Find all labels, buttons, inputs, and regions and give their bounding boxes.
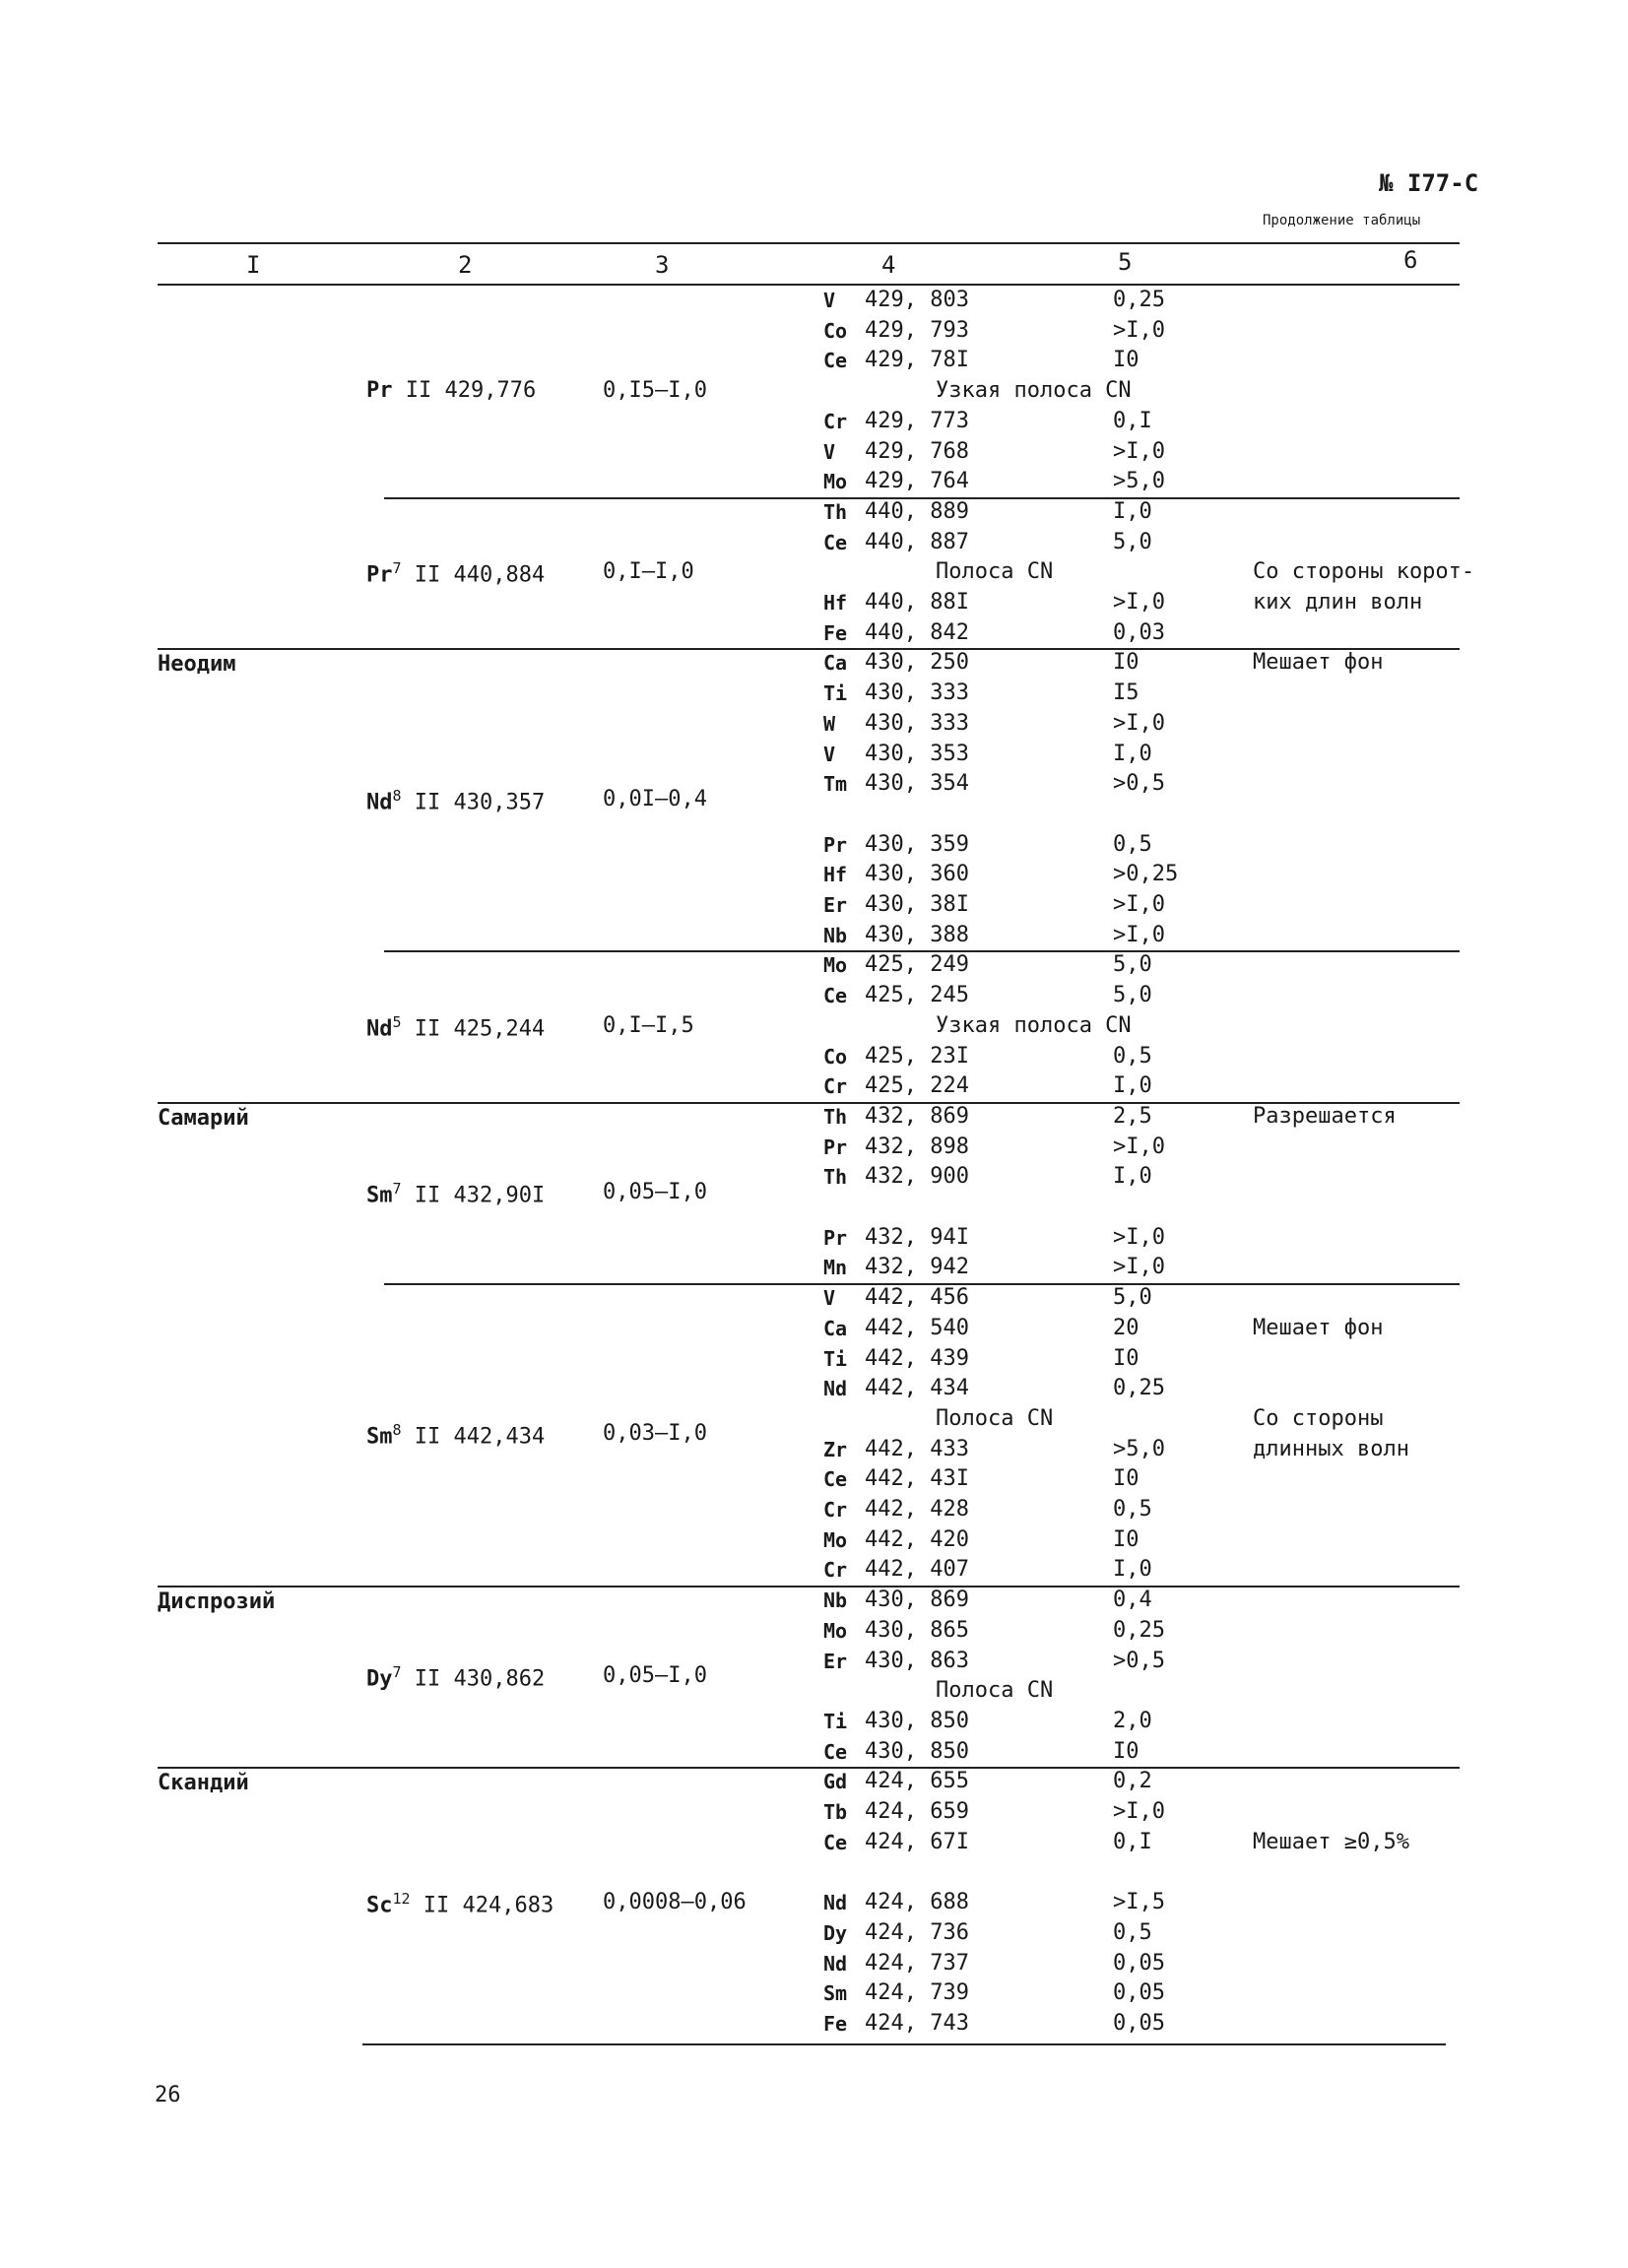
interfering-element: Ce <box>823 1830 848 1854</box>
interfering-element: Th <box>823 1104 848 1129</box>
header-col-5: 5 <box>1118 248 1133 276</box>
concentration-range: 0,0I–0,4 <box>603 786 707 811</box>
line-wavelength: II 432,90I <box>401 1182 546 1207</box>
interfering-wavelength: 440, 889 <box>865 498 969 524</box>
interference-value: 0,05 <box>1113 1980 1165 2006</box>
interference-value: 0,2 <box>1113 1769 1152 1794</box>
interfering-wavelength: 424, 688 <box>865 1890 969 1915</box>
interfering-wavelength: 424, 67I <box>865 1829 969 1854</box>
element-symbol: Dy <box>366 1666 393 1692</box>
element-name: Самарий <box>158 1105 249 1131</box>
interference-value: I0 <box>1113 1345 1140 1371</box>
line-superscript: 8 <box>392 1421 402 1440</box>
line-wavelength: II 425,244 <box>401 1016 546 1042</box>
element-symbol: Nd <box>366 789 393 814</box>
interference-value: 0,25 <box>1113 1376 1165 1401</box>
interfering-wavelength: 425, 23I <box>865 1043 969 1069</box>
interfering-element: Zr <box>823 1437 848 1461</box>
interfering-element: Fe <box>823 2011 848 2036</box>
interfering-element: Tm <box>823 772 848 797</box>
header-bottom-rule <box>158 284 1460 286</box>
interfering-element: Cr <box>823 409 848 433</box>
interference-value: I,0 <box>1113 1557 1152 1583</box>
element-name: Скандий <box>158 1771 249 1796</box>
interfering-element: Ce <box>823 984 848 1008</box>
interference-value: >I,0 <box>1113 438 1165 464</box>
analytical-line <box>366 1663 545 1691</box>
analytical-line <box>366 1890 554 1917</box>
line-wavelength: II 424,683 <box>410 1893 554 1918</box>
interfering-element: Ti <box>823 681 848 706</box>
interfering-element: Er <box>823 893 848 917</box>
interfering-element: Pr <box>823 1134 848 1159</box>
interfering-wavelength: 429, 764 <box>865 469 969 494</box>
concentration-range: 0,I–I,5 <box>603 1012 694 1038</box>
line-wavelength: II 442,434 <box>401 1424 546 1450</box>
interference-value: >0,5 <box>1113 771 1165 797</box>
interference-value: >I,0 <box>1113 892 1165 917</box>
group-separator-rule <box>158 1586 1460 1588</box>
analytical-line <box>366 378 536 403</box>
interfering-wavelength: 430, 359 <box>865 831 969 857</box>
interfering-element: Th <box>823 1165 848 1190</box>
interfering-wavelength: 432, 898 <box>865 1134 969 1159</box>
note-text: Мешает фон <box>1253 1315 1384 1340</box>
interfering-wavelength: 430, 850 <box>865 1738 969 1764</box>
band-label: Полоса CN <box>936 1678 1054 1704</box>
interfering-wavelength: 424, 743 <box>865 2010 969 2036</box>
interfering-element: V <box>823 742 836 766</box>
interfering-element: Ce <box>823 349 848 373</box>
interference-value: >I,0 <box>1113 317 1165 343</box>
interference-value: 2,5 <box>1113 1103 1152 1129</box>
element-name: Диспрозий <box>158 1589 276 1615</box>
interfering-element: Nb <box>823 923 848 947</box>
interfering-element: Ti <box>823 1346 848 1371</box>
element-symbol: Sc <box>366 1893 393 1918</box>
line-wavelength: II 440,884 <box>401 562 546 588</box>
interference-value: I,0 <box>1113 1073 1152 1099</box>
header-col-3: 3 <box>655 251 670 279</box>
interference-value: >5,0 <box>1113 469 1165 494</box>
element-symbol: Sm <box>366 1424 393 1450</box>
interference-value: 0,5 <box>1113 1919 1152 1945</box>
continuation-label: Продолжение таблицы <box>1263 213 1421 228</box>
interfering-wavelength: 442, 420 <box>865 1526 969 1552</box>
interference-value: I,0 <box>1113 741 1152 766</box>
interfering-wavelength: 424, 655 <box>865 1769 969 1794</box>
interference-value: 5,0 <box>1113 1285 1152 1311</box>
interfering-wavelength: 442, 407 <box>865 1557 969 1583</box>
interference-value: 0,5 <box>1113 831 1152 857</box>
interference-value: I5 <box>1113 680 1140 706</box>
interfering-element: V <box>823 1286 836 1311</box>
interfering-element: Co <box>823 318 848 343</box>
interference-value: 0,I <box>1113 1829 1152 1854</box>
interfering-element: Ce <box>823 530 848 554</box>
concentration-range: 0,0008–0,06 <box>603 1890 747 1915</box>
interfering-wavelength: 425, 245 <box>865 983 969 1008</box>
concentration-range: 0,03–I,0 <box>603 1421 707 1447</box>
note-text: длинных волн <box>1253 1436 1409 1461</box>
interference-value: 0,05 <box>1113 2010 1165 2036</box>
note-text: ких длин волн <box>1253 590 1423 615</box>
group-separator-rule <box>158 1767 1460 1769</box>
interfering-wavelength: 432, 942 <box>865 1255 969 1280</box>
interfering-wavelength: 432, 869 <box>865 1103 969 1129</box>
interfering-element: Fe <box>823 620 848 645</box>
interference-value: 0,5 <box>1113 1497 1152 1522</box>
interference-value: >I,0 <box>1113 1224 1165 1250</box>
interfering-wavelength: 440, 887 <box>865 529 969 554</box>
analytical-line <box>366 787 545 814</box>
interfering-element: Nd <box>823 1951 848 1976</box>
band-label: Полоса CN <box>936 559 1054 585</box>
interference-value: >I,0 <box>1113 590 1165 615</box>
concentration-range: 0,05–I,0 <box>603 1662 707 1688</box>
interfering-wavelength: 442, 428 <box>865 1497 969 1522</box>
interfering-element: V <box>823 289 836 312</box>
interfering-wavelength: 424, 737 <box>865 1950 969 1976</box>
header-col-1: I <box>246 251 261 279</box>
element-symbol: Pr <box>366 562 393 588</box>
interfering-element: Nd <box>823 1377 848 1401</box>
interfering-element: Cr <box>823 1074 848 1099</box>
interfering-wavelength: 424, 736 <box>865 1919 969 1945</box>
interfering-element: V <box>823 439 836 464</box>
header-top-rule <box>158 242 1460 244</box>
interfering-element: Ca <box>823 651 848 676</box>
analytical-line <box>366 1180 545 1207</box>
interference-value: 20 <box>1113 1315 1140 1340</box>
interfering-wavelength: 430, 354 <box>865 771 969 797</box>
interference-value: >5,0 <box>1113 1436 1165 1461</box>
interfering-wavelength: 442, 434 <box>865 1376 969 1401</box>
line-superscript: 12 <box>392 1890 411 1909</box>
interference-value: I,0 <box>1113 498 1152 524</box>
interference-value: 2,0 <box>1113 1708 1152 1733</box>
interference-value: I0 <box>1113 348 1140 373</box>
interference-value: I0 <box>1113 1526 1140 1552</box>
interference-value: >0,5 <box>1113 1648 1165 1673</box>
interfering-wavelength: 440, 842 <box>865 619 969 645</box>
interfering-element: Pr <box>823 1225 848 1250</box>
line-superscript: 7 <box>392 559 402 578</box>
interfering-wavelength: 430, 38I <box>865 892 969 917</box>
interfering-element: Nb <box>823 1588 848 1613</box>
interference-value: I0 <box>1113 1738 1140 1764</box>
interference-value: I0 <box>1113 650 1140 676</box>
interfering-wavelength: 442, 456 <box>865 1285 969 1311</box>
interfering-wavelength: 440, 88I <box>865 590 969 615</box>
interference-value: 5,0 <box>1113 529 1152 554</box>
interfering-element: Hf <box>823 591 848 615</box>
interfering-wavelength: 429, 78I <box>865 348 969 373</box>
interfering-element: Tb <box>823 1800 848 1824</box>
interfering-wavelength: 442, 43I <box>865 1466 969 1492</box>
interfering-wavelength: 432, 900 <box>865 1164 969 1190</box>
interfering-element: Ce <box>823 1467 848 1492</box>
interfering-element: Sm <box>823 1981 848 2006</box>
interfering-wavelength: 429, 803 <box>865 288 969 312</box>
interference-value: >I,0 <box>1113 1255 1165 1280</box>
interfering-wavelength: 430, 850 <box>865 1708 969 1733</box>
interfering-wavelength: 430, 360 <box>865 862 969 887</box>
table-bottom-rule <box>362 2043 1446 2045</box>
interfering-element: Ca <box>823 1316 848 1340</box>
interference-value: 0,I <box>1113 408 1152 433</box>
band-label: Узкая полоса CN <box>936 378 1132 404</box>
note-text: Разрешается <box>1253 1103 1397 1129</box>
interfering-wavelength: 442, 433 <box>865 1436 969 1461</box>
element-symbol: Pr <box>366 378 393 404</box>
interfering-element: Mo <box>823 953 848 978</box>
interference-value: >I,5 <box>1113 1890 1165 1915</box>
interfering-wavelength: 424, 659 <box>865 1799 969 1824</box>
note-text: Со стороны корот- <box>1253 559 1475 585</box>
interference-value: >I,0 <box>1113 922 1165 947</box>
note-text: Со стороны <box>1253 1405 1384 1431</box>
concentration-range: 0,05–I,0 <box>603 1179 707 1204</box>
interfering-element: Mo <box>823 1527 848 1552</box>
interfering-wavelength: 430, 388 <box>865 922 969 947</box>
element-symbol: Sm <box>366 1182 393 1207</box>
page-number: 26 <box>155 2083 181 2107</box>
interfering-wavelength: 429, 793 <box>865 317 969 343</box>
interfering-wavelength: 430, 250 <box>865 650 969 676</box>
concentration-range: 0,I5–I,0 <box>603 378 707 404</box>
interfering-wavelength: 430, 353 <box>865 741 969 766</box>
interference-value: 0,4 <box>1113 1588 1152 1613</box>
interfering-wavelength: 442, 439 <box>865 1345 969 1371</box>
header-col-4: 4 <box>881 251 896 279</box>
interfering-element: Ti <box>823 1709 848 1733</box>
interference-value: >I,0 <box>1113 1799 1165 1824</box>
analytical-line <box>366 559 545 587</box>
interfering-wavelength: 425, 224 <box>865 1073 969 1099</box>
line-superscript: 8 <box>392 786 402 805</box>
interfering-element: Er <box>823 1649 848 1673</box>
band-label: Узкая полоса CN <box>936 1012 1132 1038</box>
interfering-element: W <box>823 711 836 736</box>
interfering-element: Co <box>823 1044 848 1069</box>
doc-number: № I77-C <box>1379 169 1479 197</box>
concentration-range: 0,I–I,0 <box>603 559 694 585</box>
interference-value: >0,25 <box>1113 862 1179 887</box>
interfering-wavelength: 442, 540 <box>865 1315 969 1340</box>
interfering-wavelength: 425, 249 <box>865 952 969 978</box>
interfering-element: Mo <box>823 470 848 494</box>
line-wavelength: II 429,776 <box>392 378 537 404</box>
interfering-wavelength: 430, 865 <box>865 1617 969 1643</box>
interfering-wavelength: 424, 739 <box>865 1980 969 2006</box>
interference-value: 0,03 <box>1113 619 1165 645</box>
interference-value: 5,0 <box>1113 983 1152 1008</box>
line-superscript: 7 <box>392 1662 402 1681</box>
interfering-wavelength: 429, 768 <box>865 438 969 464</box>
interference-value: 0,05 <box>1113 1950 1165 1976</box>
interfering-element: Cr <box>823 1558 848 1583</box>
interfering-element: Nd <box>823 1891 848 1915</box>
note-text: Мешает фон <box>1253 650 1384 676</box>
line-wavelength: II 430,357 <box>401 789 546 814</box>
analytical-line <box>366 1421 545 1449</box>
interfering-element: Gd <box>823 1770 848 1794</box>
interference-value: 0,25 <box>1113 1617 1165 1643</box>
note-text: Мешает ≥0,5% <box>1253 1829 1409 1854</box>
interference-value: >I,0 <box>1113 710 1165 736</box>
interfering-wavelength: 429, 773 <box>865 408 969 433</box>
interference-value: I0 <box>1113 1466 1140 1492</box>
line-superscript: 5 <box>392 1012 402 1031</box>
interference-value: 0,25 <box>1113 288 1165 312</box>
interfering-element: Pr <box>823 832 848 857</box>
analytical-line <box>366 1013 545 1041</box>
interference-value: >I,0 <box>1113 1134 1165 1159</box>
interfering-wavelength: 430, 333 <box>865 680 969 706</box>
interference-value: I,0 <box>1113 1164 1152 1190</box>
interfering-element: Hf <box>823 863 848 887</box>
interference-value: 0,5 <box>1113 1043 1152 1069</box>
interfering-element: Cr <box>823 1498 848 1522</box>
interfering-wavelength: 430, 869 <box>865 1588 969 1613</box>
interfering-element: Mn <box>823 1256 848 1280</box>
band-label: Полоса CN <box>936 1405 1054 1431</box>
interfering-element: Dy <box>823 1920 848 1945</box>
line-wavelength: II 430,862 <box>401 1666 546 1692</box>
interfering-wavelength: 430, 863 <box>865 1648 969 1673</box>
element-symbol: Nd <box>366 1016 393 1042</box>
interfering-wavelength: 432, 94I <box>865 1224 969 1250</box>
header-col-2: 2 <box>458 251 473 279</box>
line-superscript: 7 <box>392 1179 402 1198</box>
element-name: Неодим <box>158 652 236 678</box>
interfering-element: Ce <box>823 1739 848 1764</box>
interfering-element: Th <box>823 499 848 524</box>
interfering-wavelength: 430, 333 <box>865 710 969 736</box>
header-col-6: 6 <box>1403 246 1418 274</box>
interfering-element: Mo <box>823 1618 848 1643</box>
interference-value: 5,0 <box>1113 952 1152 978</box>
